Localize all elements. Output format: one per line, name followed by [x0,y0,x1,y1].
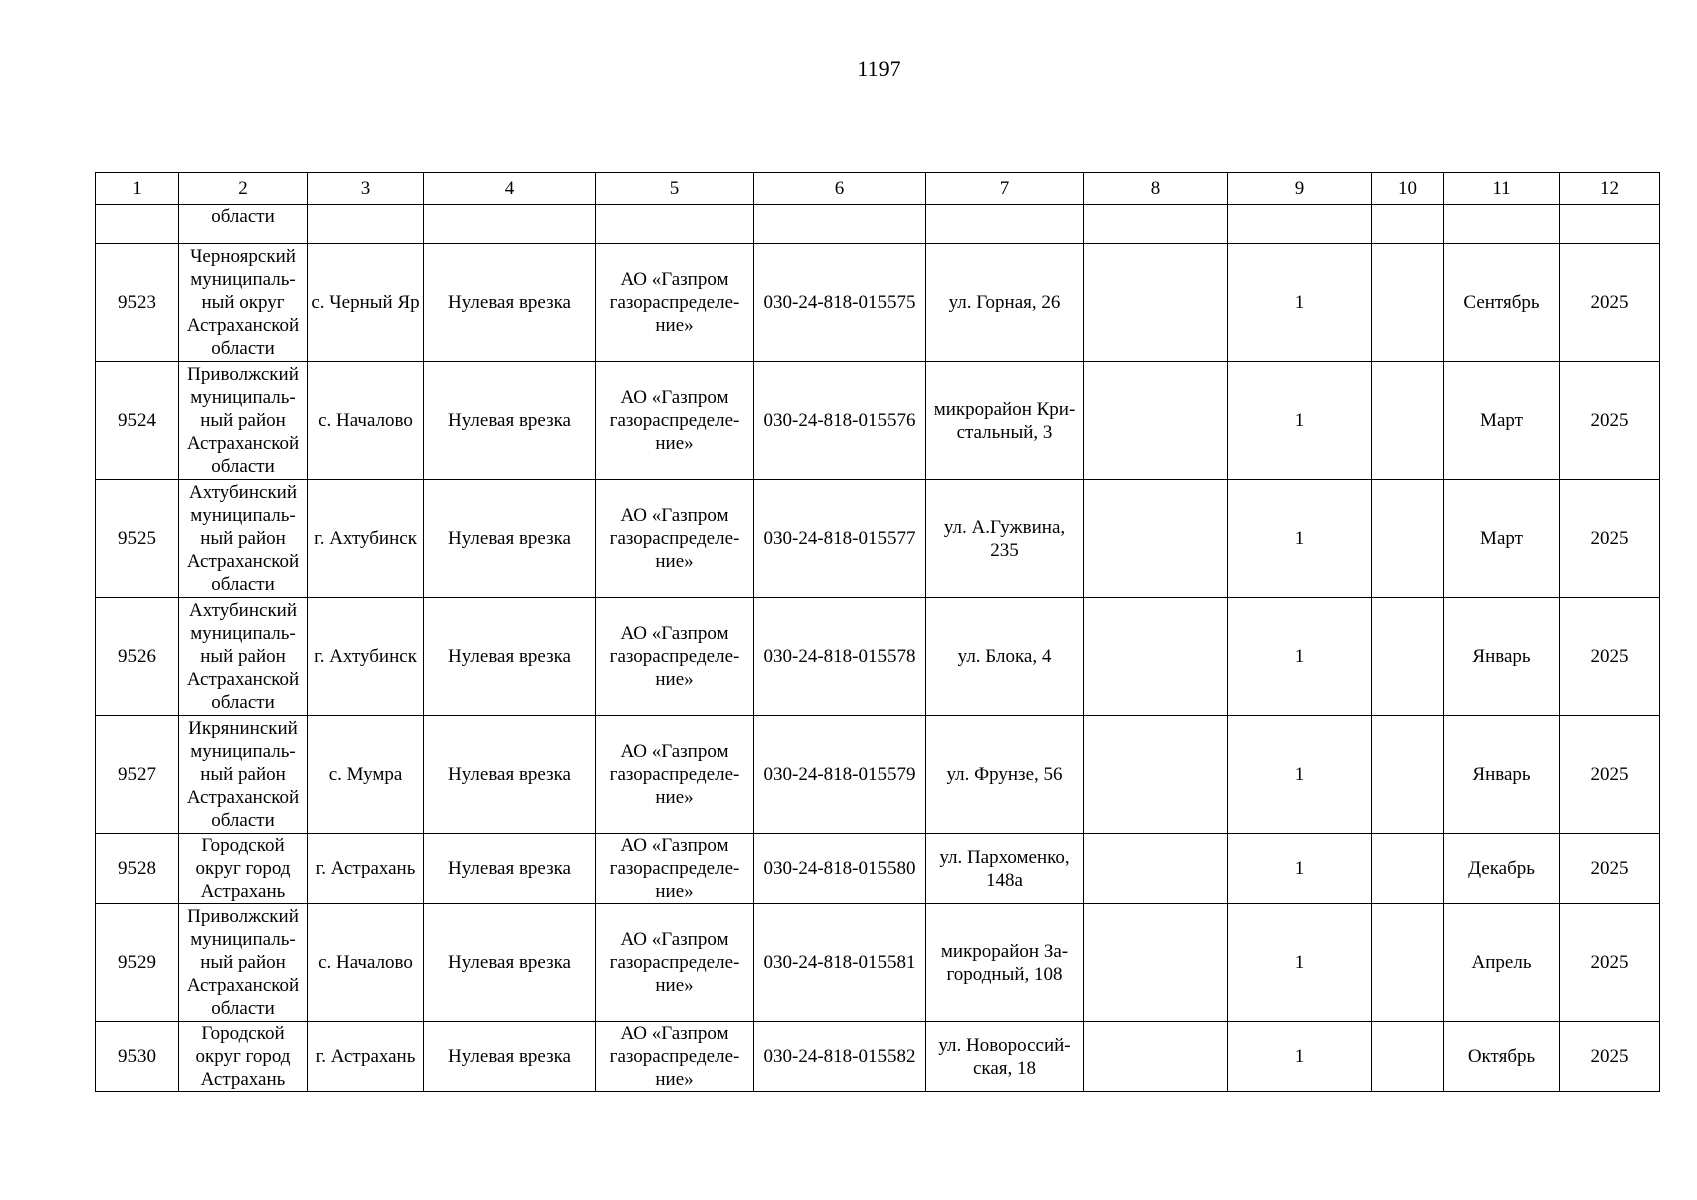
cell-line: ул. Новороссий- [938,1034,1071,1056]
address-cell [926,598,1084,716]
cell-line: области [211,338,275,359]
cell-line: ние» [655,315,694,336]
year-cell: 2025 [1560,480,1660,598]
cell-line: ние» [655,787,694,808]
cell-line: ская, 18 [972,1057,1037,1079]
quantity-cell: 1 [1228,1022,1372,1092]
quantity-cell: 1 [1228,904,1372,1022]
column-header: 9 [1228,173,1372,205]
column-header: 11 [1444,173,1560,205]
cell-line: области [211,810,275,831]
column-8-cell [1084,362,1228,480]
settlement-cell: г. Ахтубинск [308,598,424,716]
column-10-cell [1372,480,1444,598]
column-8-cell [1084,904,1228,1022]
cell-line: Ахтубинский [188,482,298,503]
table-row [96,480,1660,598]
quantity-cell: 1 [1228,598,1372,716]
column-10-cell [1372,1022,1444,1092]
column-8-cell [1084,480,1228,598]
column-8-cell [1084,716,1228,834]
table-body [96,173,1660,1092]
cell-line: муниципаль- [190,623,296,644]
address-cell [926,834,1084,904]
cell-line: ный район [200,646,286,667]
address-cell [926,362,1084,480]
organization-cell [596,904,754,1022]
cell-line: ние» [655,551,694,572]
address-cell [926,1022,1084,1092]
cell-line: газораспределе- [609,646,740,667]
cell-line: Астрахань [200,1069,286,1090]
cell-line: округ город [195,858,291,879]
table-row [96,834,1660,904]
cell-line: ул. А.Гужвина, [943,516,1066,538]
month-cell: Сентябрь [1444,244,1560,362]
cell-line: газораспределе- [609,292,740,313]
settlement-cell: с. Началово [308,904,424,1022]
table-row [96,244,1660,362]
quantity-cell: 1 [1228,244,1372,362]
year-cell: 2025 [1560,904,1660,1022]
cell-line: области [211,574,275,595]
settlement-cell: г. Астрахань [308,834,424,904]
cell-line: 235 [990,539,1019,561]
cell-line: ный район [200,952,286,973]
organization-cell [596,244,754,362]
settlement-cell: с. Началово [308,362,424,480]
cell-line: Приволжский [187,364,299,385]
column-8-cell [1084,834,1228,904]
continuation-row [96,205,1660,244]
row-number: 9524 [96,362,179,480]
cell-line: АО «Газпром [620,505,729,526]
column-header: 5 [596,173,754,205]
column-8-cell [1084,244,1228,362]
table-row [96,598,1660,716]
column-header: 2 [179,173,308,205]
work-type-cell: Нулевая врезка [424,904,596,1022]
work-type-cell: Нулевая врезка [424,1022,596,1092]
column-10-cell [1372,904,1444,1022]
table-cell [926,205,1084,244]
cell-line: микрорайон Кри- [933,398,1076,420]
address-cell [926,480,1084,598]
cell-line: газораспределе- [609,528,740,549]
work-type-cell: Нулевая врезка [424,834,596,904]
cell-line: ул. Фрунзе, 56 [946,764,1063,785]
cell-line: Астрахань [200,881,286,902]
cell-line: АО «Газпром [620,835,729,856]
quantity-cell: 1 [1228,834,1372,904]
table-cell [1372,205,1444,244]
cell-line: АО «Газпром [620,269,729,290]
column-header: 3 [308,173,424,205]
month-cell: Октябрь [1444,1022,1560,1092]
row-number: 9528 [96,834,179,904]
column-10-cell [1372,362,1444,480]
year-cell: 2025 [1560,362,1660,480]
organization-cell [596,834,754,904]
cell-line: газораспределе- [609,764,740,785]
work-type-cell: Нулевая врезка [424,244,596,362]
table-cell [754,205,926,244]
code-cell: 030-24-818-015580 [754,834,926,904]
cell-line: ние» [655,669,694,690]
column-header: 12 [1560,173,1660,205]
cell-line: Икрянинский [188,718,298,739]
district-cell [179,362,308,480]
code-cell: 030-24-818-015582 [754,1022,926,1092]
cell-line: Астраханской [186,669,300,690]
organization-cell [596,1022,754,1092]
column-number-row [96,173,1660,205]
cell-line: АО «Газпром [620,929,729,950]
table-cell: области [179,205,308,244]
work-type-cell: Нулевая врезка [424,598,596,716]
quantity-cell: 1 [1228,716,1372,834]
cell-line: Черноярский [190,246,296,267]
district-cell [179,598,308,716]
year-cell: 2025 [1560,716,1660,834]
cell-line: ние» [655,881,694,902]
year-cell: 2025 [1560,1022,1660,1092]
month-cell: Январь [1444,716,1560,834]
district-cell [179,904,308,1022]
column-8-cell [1084,598,1228,716]
month-cell: Апрель [1444,904,1560,1022]
code-cell: 030-24-818-015576 [754,362,926,480]
cell-line: городный, 108 [946,963,1063,985]
settlement-cell: г. Ахтубинск [308,480,424,598]
cell-line: Астраханской [186,551,300,572]
cell-line: ул. Блока, 4 [957,646,1052,667]
cell-line: Ахтубинский [188,600,298,621]
cell-line: газораспределе- [609,952,740,973]
row-number: 9526 [96,598,179,716]
table-cell [1444,205,1560,244]
cell-line: АО «Газпром [620,623,729,644]
code-cell: 030-24-818-015581 [754,904,926,1022]
column-10-cell [1372,834,1444,904]
work-type-cell: Нулевая врезка [424,716,596,834]
cell-line: Городской [201,835,285,856]
column-header: 4 [424,173,596,205]
cell-line: АО «Газпром [620,1023,729,1044]
cell-line: ул. Пархоменко, [939,846,1070,868]
year-cell: 2025 [1560,598,1660,716]
district-cell [179,716,308,834]
table-cell [96,205,179,244]
cell-line: области [211,456,275,477]
column-header: 6 [754,173,926,205]
column-header: 8 [1084,173,1228,205]
cell-line: АО «Газпром [620,741,729,762]
month-cell: Декабрь [1444,834,1560,904]
table-cell [1560,205,1660,244]
address-cell [926,244,1084,362]
column-8-cell [1084,1022,1228,1092]
organization-cell [596,480,754,598]
settlement-cell: с. Черный Яр [308,244,424,362]
quantity-cell: 1 [1228,480,1372,598]
settlement-cell: г. Астрахань [308,1022,424,1092]
cell-line: ние» [655,433,694,454]
table-row [96,1022,1660,1092]
table-row [96,716,1660,834]
cell-line: ние» [655,975,694,996]
cell-line: Приволжский [187,906,299,927]
cell-line: муниципаль- [190,929,296,950]
settlement-cell: с. Мумра [308,716,424,834]
organization-cell [596,362,754,480]
table-cell [1084,205,1228,244]
cell-line: муниципаль- [190,505,296,526]
year-cell: 2025 [1560,834,1660,904]
table-cell [424,205,596,244]
cell-line: Астраханской [186,787,300,808]
table-cell [1228,205,1372,244]
code-cell: 030-24-818-015577 [754,480,926,598]
table-row [96,362,1660,480]
table-row [96,904,1660,1022]
row-number: 9525 [96,480,179,598]
column-10-cell [1372,598,1444,716]
cell-line: муниципаль- [190,387,296,408]
column-header: 7 [926,173,1084,205]
column-header: 1 [96,173,179,205]
data-table [95,172,1660,1092]
cell-line: газораспределе- [609,1046,740,1067]
code-cell: 030-24-818-015575 [754,244,926,362]
table-cell [596,205,754,244]
column-10-cell [1372,716,1444,834]
district-cell [179,834,308,904]
cell-line: АО «Газпром [620,387,729,408]
address-cell [926,716,1084,834]
district-cell [179,244,308,362]
cell-line: Астраханской [186,975,300,996]
row-number: 9529 [96,904,179,1022]
cell-line: газораспределе- [609,410,740,431]
district-cell [179,480,308,598]
district-cell [179,1022,308,1092]
cell-line: стальный, 3 [956,421,1053,443]
cell-line: муниципаль- [190,269,296,290]
cell-line: ный район [200,764,286,785]
month-cell: Январь [1444,598,1560,716]
cell-line: ный округ [201,292,285,313]
cell-line: ул. Горная, 26 [948,292,1061,313]
code-cell: 030-24-818-015578 [754,598,926,716]
cell-line: Городской [201,1023,285,1044]
cell-line: области [211,692,275,713]
cell-line: газораспределе- [609,858,740,879]
work-type-cell: Нулевая врезка [424,362,596,480]
page-number: 1197 [857,56,901,81]
code-cell: 030-24-818-015579 [754,716,926,834]
column-header: 10 [1372,173,1444,205]
work-type-cell: Нулевая врезка [424,480,596,598]
table-cell [308,205,424,244]
cell-line: ный район [200,528,286,549]
row-number: 9523 [96,244,179,362]
cell-line: Астраханской [186,433,300,454]
month-cell: Март [1444,362,1560,480]
cell-line: микрорайон За- [940,940,1069,962]
cell-line: Астраханской [186,315,300,336]
address-cell [926,904,1084,1022]
row-number: 9527 [96,716,179,834]
quantity-cell: 1 [1228,362,1372,480]
cell-line: ный район [200,410,286,431]
organization-cell [596,716,754,834]
cell-line: ние» [655,1069,694,1090]
cell-line: муниципаль- [190,741,296,762]
cell-line: округ город [195,1046,291,1067]
month-cell: Март [1444,480,1560,598]
organization-cell [596,598,754,716]
year-cell: 2025 [1560,244,1660,362]
cell-line: области [211,998,275,1019]
cell-line: 148а [986,869,1023,891]
row-number: 9530 [96,1022,179,1092]
column-10-cell [1372,244,1444,362]
